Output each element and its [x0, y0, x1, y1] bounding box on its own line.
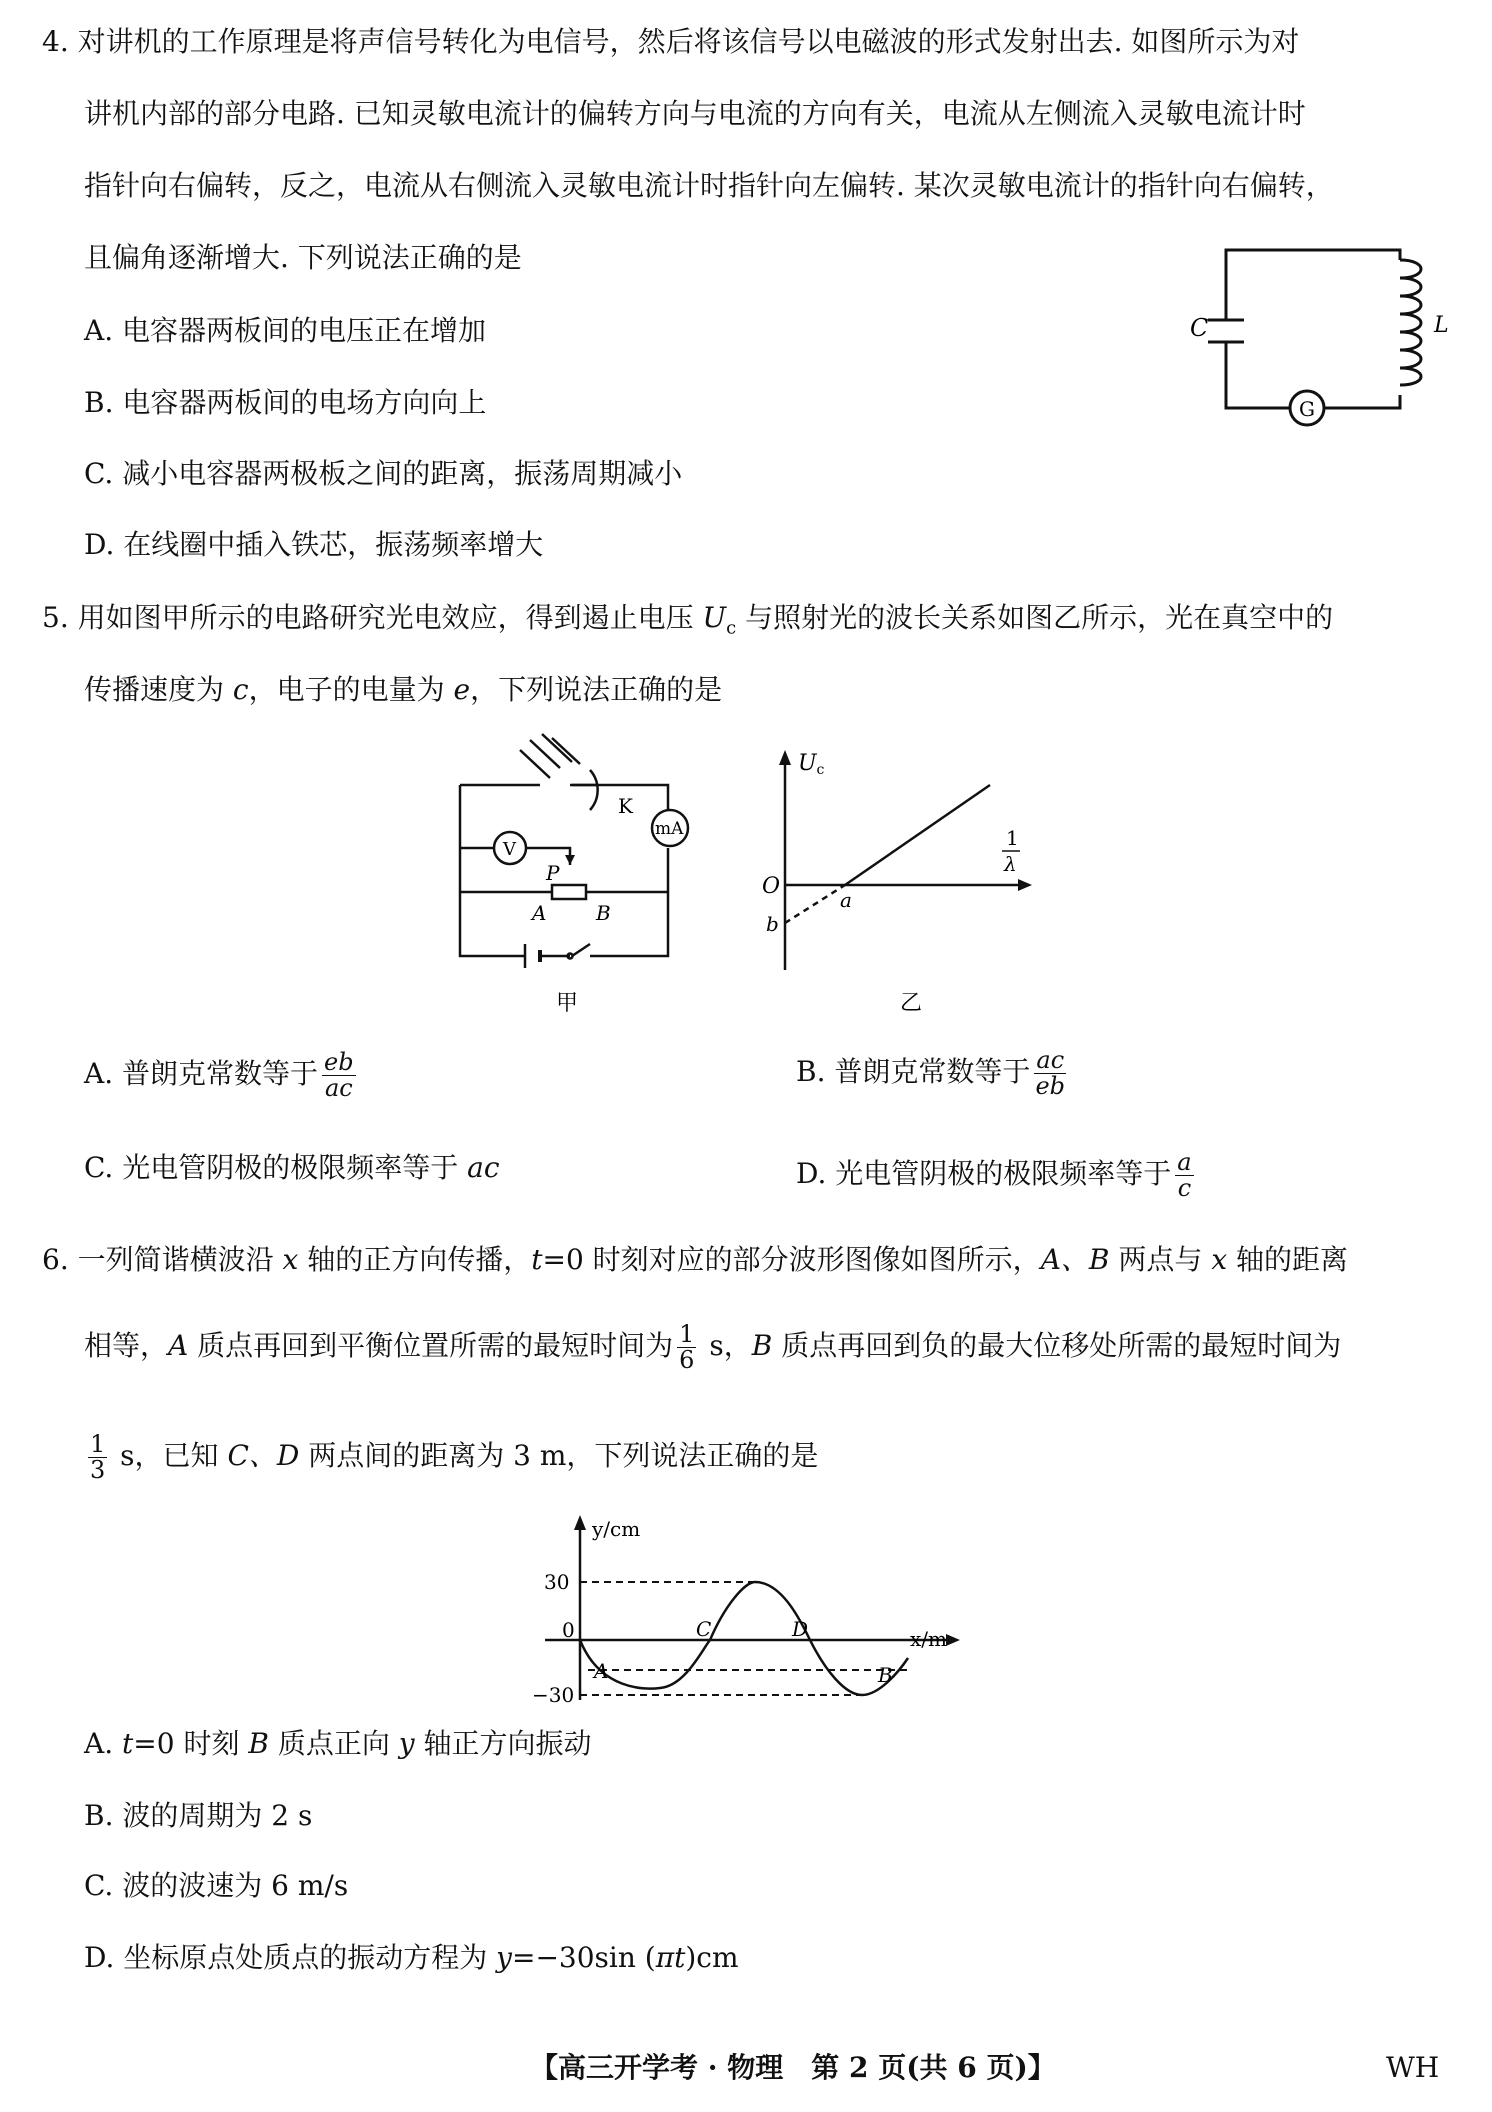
- point-d-label: D: [792, 1617, 809, 1641]
- page-footer: 【高三开学考 · 物理 第 2 页(共 6 页)】: [530, 2051, 1056, 2084]
- wave-graph: [530, 1510, 970, 1710]
- point-b-label: B: [878, 1663, 893, 1687]
- x-axis-label: x/m: [910, 1627, 947, 1651]
- photoelectric-circuit-diagram: [440, 730, 720, 1020]
- origin-label: O: [762, 874, 781, 899]
- q4-line4: 且偏角逐渐增大. 下列说法正确的是: [84, 241, 522, 274]
- point-a-label: A: [594, 1659, 609, 1683]
- coil-label: L: [1434, 313, 1449, 338]
- q6-option-b: B. 波的周期为 2 s: [84, 1799, 313, 1832]
- q5-option-d: D. 光电管阴极的极限频率等于 $\frac{a}{c}$: [796, 1148, 1192, 1203]
- q5-option-a: A. 普朗克常数等于 $\frac{eb}{ac}$: [84, 1048, 354, 1103]
- slider-p-label: P: [546, 861, 560, 885]
- voltmeter-label: V: [503, 839, 516, 860]
- q5-option-c: C. 光电管阴极的极限频率等于 ac: [84, 1151, 500, 1184]
- point-c-label: C: [696, 1617, 712, 1641]
- intercept-a-label: a: [840, 888, 852, 912]
- q4-line1: 4. 对讲机的工作原理是将声信号转化为电信号，然后将该信号以电磁波的形式发射出去. 如图所示为对: [42, 25, 1300, 58]
- galvanometer-label: G: [1299, 397, 1315, 421]
- q4-option-b: B. 电容器两板间的电场方向向上: [84, 386, 487, 419]
- q6-option-a: A. t=0 时刻 B 质点正向 y 轴正方向振动: [84, 1727, 592, 1760]
- q6-line1: 6. 一列简谐横波沿 x 轴的正方向传播，t=0 时刻对应的部分波形图像如图所示，A、B 两点与 x 轴的距离: [42, 1243, 1349, 1276]
- y-tick-minus-30: −30: [532, 1683, 575, 1707]
- q6-option-c: C. 波的波速为 6 m/s: [84, 1869, 349, 1902]
- point-b-label: B: [596, 901, 611, 925]
- q5-option-b: B. 普朗克常数等于 $\frac{ac}{eb}$: [796, 1046, 1066, 1101]
- q5-line1: 5. 用如图甲所示的电路研究光电效应，得到遏止电压 $U_c$ 与照射光的波长关系如图乙所示，光在真空中的: [42, 601, 1334, 639]
- q4-option-c: C. 减小电容器两极板之间的距离，振荡周期减小: [84, 457, 683, 490]
- milliammeter-label: mA: [655, 819, 684, 839]
- capacitor-label: C: [1190, 314, 1209, 342]
- q6-line2: 相等，A 质点再回到平衡位置所需的最短时间为 $\frac{1}{6}$ s，B 质点再回到负的最大位移处所需的最短时间为: [84, 1320, 1342, 1375]
- stopping-voltage-graph: [750, 745, 1070, 1015]
- q6-line3: $\frac{1}{3}$ s，已知 C、D 两点间的距离为 3 m，下列说法正确的是: [90, 1430, 819, 1485]
- q4-option-d: D. 在线圈中插入铁芯，振荡频率增大: [84, 528, 544, 561]
- inv-lambda-denominator: λ: [1004, 852, 1017, 876]
- cathode-k-label: K: [618, 794, 633, 818]
- y-tick-30: 30: [544, 1570, 570, 1594]
- intercept-b-label: b: [766, 912, 779, 936]
- inv-lambda-numerator: 1: [1006, 826, 1019, 850]
- uc-axis-label: Uc: [798, 751, 825, 778]
- origin-label: 0: [562, 1618, 575, 1642]
- figure-yi-caption: 乙: [900, 991, 923, 1015]
- q4-option-a: A. 电容器两板间的电压正在增加: [84, 314, 487, 347]
- figure-jia-caption: 甲: [556, 991, 579, 1016]
- footer-code: WH: [1386, 2051, 1440, 2084]
- y-axis-label: y/cm: [592, 1517, 641, 1541]
- lc-circuit-diagram: [1180, 230, 1460, 440]
- q4-line2: 讲机内部的部分电路. 已知灵敏电流计的偏转方向与电流的方向有关，电流从左侧流入灵敏电流计时: [84, 97, 1306, 130]
- q6-option-d: D. 坐标原点处质点的振动方程为 y=−30sin (πt)cm: [84, 1941, 739, 1974]
- q4-line3: 指针向右偏转，反之，电流从右侧流入灵敏电流计时指针向左偏转. 某次灵敏电流计的指针向右偏转，: [84, 169, 1334, 202]
- q5-line2: 传播速度为 c，电子的电量为 e，下列说法正确的是: [84, 673, 723, 706]
- point-a-label: A: [532, 901, 547, 925]
